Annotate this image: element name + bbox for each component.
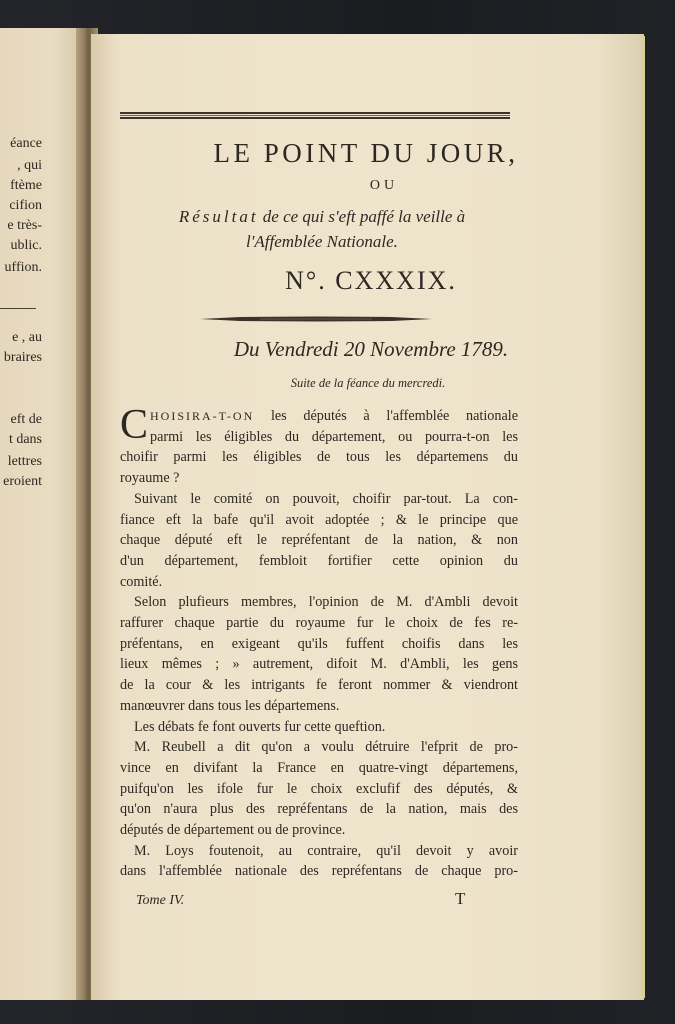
text-line: les députés à l'affemblée nationale — [270, 408, 519, 424]
text-line: parmi les éligibles du département, ou pourra-t-on les — [150, 428, 518, 445]
text-line: Suivant le comité on pouvoit, choifir par-tout. La con- — [134, 490, 518, 507]
previous-page — [0, 28, 88, 1000]
left-page-line: t dans — [8, 432, 42, 447]
text-line: comité. — [120, 573, 163, 590]
left-page-line: eroient — [3, 474, 42, 489]
text-line: manœuvrer dans tous les départemens. — [120, 697, 340, 714]
text-line: puifqu'on les ifole fur le choix exclufif des députés, & — [120, 780, 518, 797]
issue-date: Du Vendredi 20 Novembre 1789. — [233, 337, 509, 361]
text-line: qu'on n'aura plus des repréfentans de la nation, mais des — [120, 801, 518, 818]
drop-cap: C — [120, 402, 149, 448]
paragraph-6 — [120, 841, 518, 882]
title-conjunction: OU — [369, 178, 399, 193]
text-line: lieux mêmes ; » autrement, difoit M. d'Ambli, les gens — [120, 656, 518, 673]
text-line: chaque député eft le repréfentant de la nation, & non — [120, 532, 518, 549]
text-line: d'un département, fembloit fortifier cette opinion du — [120, 552, 518, 569]
newspaper-subtitle — [112, 204, 532, 254]
ornamental-rule — [200, 316, 432, 322]
subtitle-rest: de ce qui s'eft paffé la veille à — [262, 207, 466, 226]
subtitle-line2: l'Affemblée Nationale. — [246, 232, 398, 251]
text-line: députés de département ou de province. — [120, 822, 346, 839]
left-page-line: uffion. — [4, 260, 42, 275]
text-line: raffurer chaque partie du royaume fur le choix de fes re- — [120, 615, 518, 632]
volume-label: Tome IV. — [136, 893, 185, 908]
left-page-line: cifion — [9, 198, 42, 213]
text-line: royaume ? — [120, 470, 180, 487]
paragraph-1 — [120, 402, 519, 489]
left-page-line: e très- — [7, 218, 42, 233]
text-line: préfentans, en exigeant qu'ils fuffent choifis dans les — [120, 635, 518, 652]
text-line: M. Reubell a dit qu'on a voulu détruire l'efprit de pro- — [134, 739, 518, 756]
article-body — [120, 402, 519, 882]
subtitle-lead: Résultat — [178, 207, 259, 226]
left-page-line: eft de — [10, 412, 42, 427]
left-page-line: ftème — [10, 178, 42, 193]
text-line: fiance eft la bafe qu'il avoit adoptée ; & le principe que — [120, 511, 518, 528]
text-line: vince en divifant la France en quatre-vingt départemens, — [120, 759, 518, 776]
left-page-line: e , au — [12, 330, 42, 345]
sitting-note: Suite de la féance du mercredi. — [290, 376, 446, 390]
text-line: dans l'affemblée nationale des repréfentans de chaque pro- — [120, 863, 518, 880]
paragraph-4 — [120, 717, 518, 738]
left-page-line: ublic. — [10, 238, 42, 253]
text-line: Selon plufieurs membres, l'opinion de M. d'Ambli devoit — [134, 594, 518, 611]
paragraph-2 — [120, 489, 518, 593]
left-page-line: lettres — [7, 454, 42, 469]
text-line: de la cour & les intrigants fe feront nommer & viendront — [120, 677, 518, 694]
newspaper-title: LE POINT DU JOUR, — [213, 138, 519, 168]
signature-mark: T — [455, 889, 466, 908]
left-page-line: éance — [10, 136, 42, 151]
paragraph-3 — [120, 592, 518, 716]
text-line: Les débats fe font ouverts fur cette queftion. — [134, 718, 386, 735]
text-line: M. Loys foutenoit, au contraire, qu'il devoit y avoir — [134, 842, 518, 859]
header-double-rule — [120, 112, 510, 119]
left-page-line: braires — [3, 350, 42, 365]
text-line: choifir parmi les éligibles de tous les départemens du — [120, 449, 518, 466]
left-page-line: , qui — [17, 158, 42, 173]
left-page-divider — [0, 308, 36, 309]
smallcaps-lead: HOISIRA-T-ON — [150, 409, 255, 423]
paragraph-5 — [120, 737, 518, 841]
issue-number: N°. CXXXIX. — [285, 266, 457, 295]
